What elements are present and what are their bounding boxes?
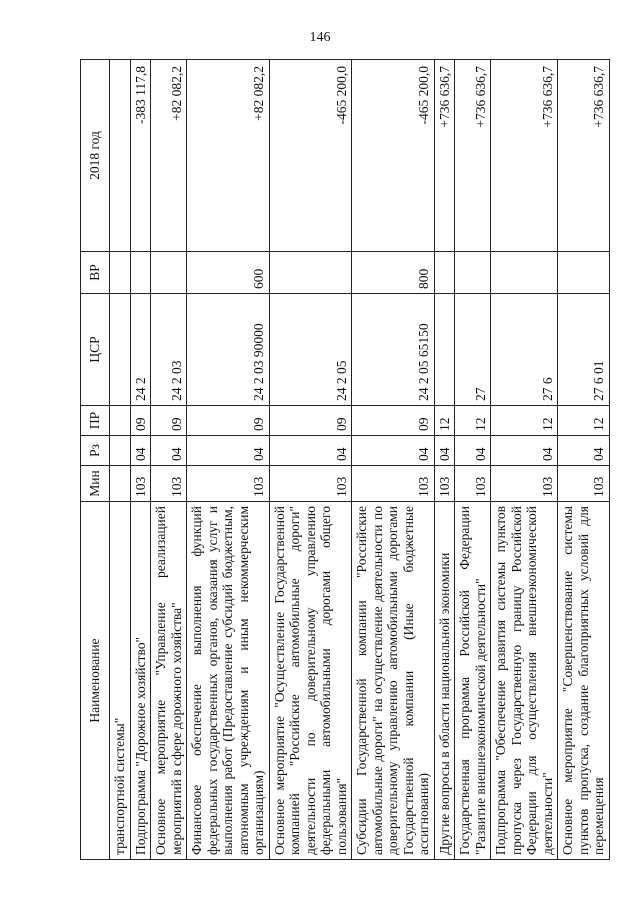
row-csr: [434, 294, 455, 406]
row-pr: 09: [130, 406, 151, 436]
row-amount: +736 636,7: [434, 60, 455, 252]
row-rz: 04: [130, 436, 151, 466]
row-rz: 04: [455, 436, 491, 466]
row-name: Финансовое обеспечение выполнения функций федеральных государственных органов, оказания услуг и выполнения работ (Предоставление субсидий бюджетным, автономным учреждениям и иным некоммерческим организациям): [187, 502, 270, 860]
row-min: 103: [151, 466, 187, 502]
header-rz: Рз: [81, 436, 110, 466]
row-amount: +736 636,7: [491, 60, 558, 252]
row-amount: -383 117,8: [130, 60, 151, 252]
row-min: 103: [491, 466, 558, 502]
row-name: Основное мероприятие "Совершенствование системы пунктов пропуска, создание благоприятных условий для перемещения: [558, 502, 610, 860]
row-min: 103: [558, 466, 610, 502]
row-pr: 12: [434, 406, 455, 436]
row-pr: 12: [455, 406, 491, 436]
row-vr: [269, 252, 352, 294]
row-amount: +82 082,2: [151, 60, 187, 252]
row-vr: [110, 252, 131, 294]
row-amount: +736 636,7: [558, 60, 610, 252]
row-name: Другие вопросы в области национальной экономики: [434, 502, 455, 860]
row-rz: 04: [269, 436, 352, 466]
header-vr: ВР: [81, 252, 110, 294]
row-min: [110, 466, 131, 502]
row-csr: [110, 294, 131, 406]
row-csr: 24 2 03 90000: [187, 294, 270, 406]
table-row: [455, 60, 491, 860]
row-pr: 12: [558, 406, 610, 436]
row-name: транспортной системы": [110, 502, 131, 860]
table-header-row: [81, 60, 110, 860]
row-pr: 09: [269, 406, 352, 436]
row-vr: [558, 252, 610, 294]
row-rz: 04: [558, 436, 610, 466]
table-row: [491, 60, 558, 860]
table-row: [434, 60, 455, 860]
row-pr: [110, 406, 131, 436]
row-min: 103: [269, 466, 352, 502]
row-pr: 09: [187, 406, 270, 436]
row-csr: 24 2 05: [269, 294, 352, 406]
row-name: Государственная программа Российской Федерации "Развитие внешнеэкономической деятельности": [455, 502, 491, 860]
row-min: 103: [434, 466, 455, 502]
row-amount: [110, 60, 131, 252]
row-name: Субсидии Государственной компании "Российские автомобильные дороги" на осуществление деятельности по доверительному управлению автомобильными дорогами Государственной компании (Иные бюджетные ассигнования): [352, 502, 435, 860]
row-vr: [491, 252, 558, 294]
row-rz: 04: [352, 436, 435, 466]
row-csr: 27 6: [491, 294, 558, 406]
row-min: 103: [455, 466, 491, 502]
row-amount: -465 200,0: [352, 60, 435, 252]
row-rz: [110, 436, 131, 466]
row-vr: 800: [352, 252, 435, 294]
row-vr: [130, 252, 151, 294]
table-row: [558, 60, 610, 860]
row-csr: 24 2: [130, 294, 151, 406]
row-csr: 24 2 05 65150: [352, 294, 435, 406]
header-name: Наименование: [81, 502, 110, 860]
table-row: [151, 60, 187, 860]
row-min: 103: [187, 466, 270, 502]
row-rz: 04: [151, 436, 187, 466]
table-row: [110, 60, 131, 860]
row-min: 103: [130, 466, 151, 502]
table-row: [352, 60, 435, 860]
row-amount: +736 636,7: [455, 60, 491, 252]
row-vr: [151, 252, 187, 294]
row-amount: +82 082,2: [187, 60, 270, 252]
header-amount: 2018 год: [81, 60, 110, 252]
row-min: 103: [352, 466, 435, 502]
row-vr: 600: [187, 252, 270, 294]
row-pr: 12: [491, 406, 558, 436]
row-csr: 24 2 03: [151, 294, 187, 406]
row-amount: -465 200,0: [269, 60, 352, 252]
table-row: [187, 60, 270, 860]
row-name: Подпрограмма "Обеспечение развития системы пунктов пропуска через Государственную границу Российской Федерации для осуществления внешнеэкономической деятельности": [491, 502, 558, 860]
row-csr: 27: [455, 294, 491, 406]
row-name: Основное мероприятие "Управление реализацией мероприятий в сфере дорожного хозяйства": [151, 502, 187, 860]
header-pr: ПР: [81, 406, 110, 436]
row-rz: 04: [187, 436, 270, 466]
budget-table-rotated: [80, 60, 607, 860]
row-vr: [455, 252, 491, 294]
row-rz: 04: [491, 436, 558, 466]
row-name: Основное мероприятие "Осуществление Государственной компанией "Российские автомобильные дороги" деятельности по доверительному управлению федеральными автомобильными дорогами общего пользования": [269, 502, 352, 860]
header-min: Мин: [81, 466, 110, 502]
row-name: Подпрограмма "Дорожное хозяйство": [130, 502, 151, 860]
header-csr: ЦСР: [81, 294, 110, 406]
row-csr: 27 6 01: [558, 294, 610, 406]
row-vr: [434, 252, 455, 294]
row-pr: 09: [352, 406, 435, 436]
table-row: [269, 60, 352, 860]
row-rz: 04: [434, 436, 455, 466]
budget-table: [80, 59, 610, 860]
row-pr: 09: [151, 406, 187, 436]
page-number: 146: [309, 30, 331, 45]
table-row: [130, 60, 151, 860]
